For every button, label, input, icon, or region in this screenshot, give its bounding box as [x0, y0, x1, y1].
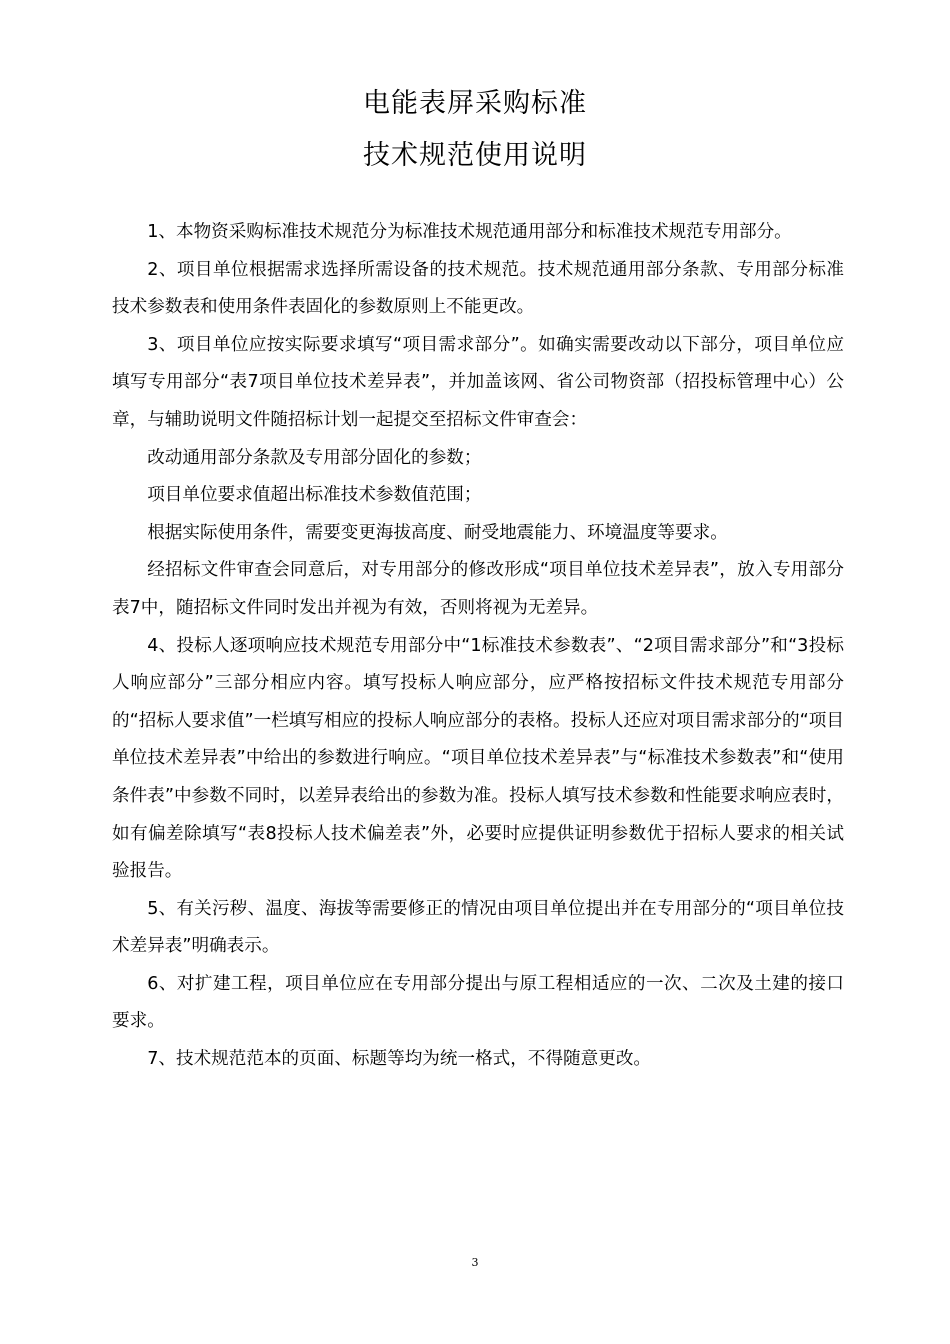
- document-subtitle: 技术规范使用说明: [363, 140, 587, 171]
- paragraph-7: 7、技术规范范本的页面、标题等均为统一格式，不得随意更改。: [147, 1049, 652, 1070]
- document-title: 电能表屏采购标准: [363, 88, 587, 119]
- paragraph-3-item-2: 项目单位要求值超出标准技术参数值范围；: [147, 485, 482, 506]
- paragraph-3: 3、项目单位应按实际要求填写“项目需求部分”。如确实需要改动以下部分，项目单位应填写专用部分“表7项目单位技术差异表”，并加盖该网、省公司物资部（招投标管理中心）公章，与辅助说明文件随招标计划一起提交至招标文件审查会：: [112, 334, 844, 430]
- paragraph-2: 2、项目单位根据需求选择所需设备的技术规范。技术规范通用部分条款、专用部分标准技术参数表和使用条件表固化的参数原则上不能更改。: [112, 259, 844, 318]
- paragraph-3-item-3: 根据实际使用条件，需要变更海拔高度、耐受地震能力、环境温度等要求。: [147, 522, 728, 543]
- paragraph-3-item-1: 改动通用部分条款及专用部分固化的参数；: [147, 447, 482, 468]
- paragraph-4: 4、投标人逐项响应技术规范专用部分中“1标准技术参数表”、“2项目需求部分”和“3投标人响应部分”三部分相应内容。填写投标人响应部分，应严格按招标文件技术规范专用部分的“招标人要求值”一栏填写相应的投标人响应部分的表格。投标人还应对项目需求部分的“项目单位技术差异表”中给出的参数进行响应。“项目单位技术差异表”与“标准技术参数表”和“使用条件表”中参数不同时，以差异表给出的参数为准。投标人填写技术参数和性能要求响应表时，如有偏差除填写“表8投标人技术偏差表”外，必要时应提供证明参数优于招标人要求的相关试验报告。: [112, 635, 844, 882]
- document-body: [112, 214, 844, 1079]
- page-number: 3: [471, 1256, 479, 1269]
- paragraph-5: 5、有关污秽、温度、海拔等需要修正的情况由项目单位提出并在专用部分的“项目单位技术差异表”明确表示。: [112, 898, 844, 957]
- paragraph-6: 6、对扩建工程，项目单位应在专用部分提出与原工程相适应的一次、二次及土建的接口要求。: [112, 973, 844, 1032]
- paragraph-1: 1、本物资采购标准技术规范分为标准技术规范通用部分和标准技术规范专用部分。: [147, 222, 792, 242]
- paragraph-3-note: 经招标文件审查会同意后，对专用部分的修改形成“项目单位技术差异表”，放入专用部分表7中，随招标文件同时发出并视为有效，否则将视为无差异。: [112, 560, 844, 618]
